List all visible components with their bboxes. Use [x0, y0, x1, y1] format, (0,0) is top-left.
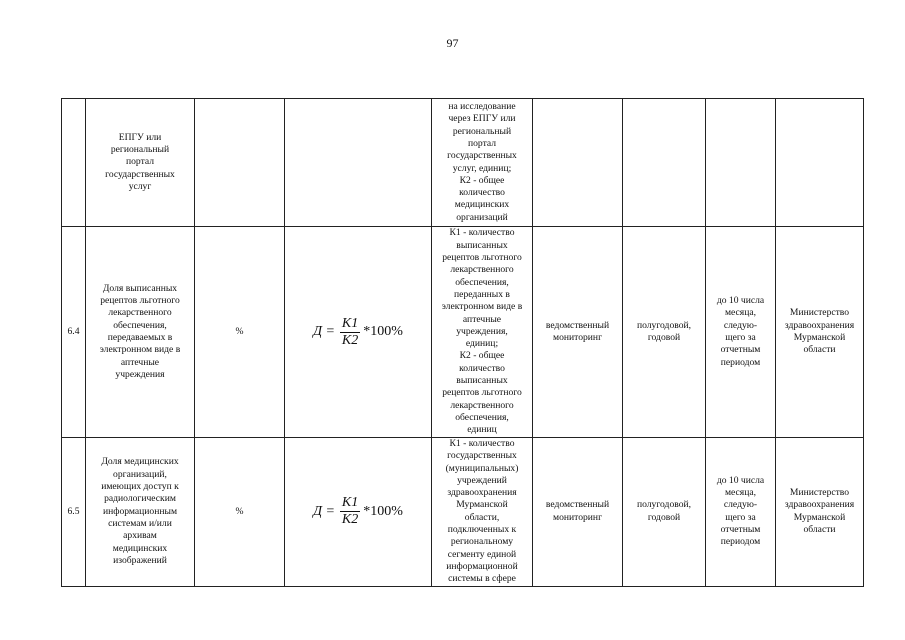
source-cell [533, 99, 623, 227]
variables-cell: К1 - количество государственных (муниципальных) учреждений здравоохранения Мурманской области, подключенных к региональному сегменту единой информационной системы в сфере [432, 438, 533, 587]
row-number [62, 99, 86, 227]
page-number: 97 [446, 36, 459, 50]
formula: Д = $\frac{K1}{K2}$ *100% [313, 495, 403, 528]
table-row [62, 99, 864, 227]
deadline-cell: до 10 числа месяца, следую- щего за отчетным периодом [706, 227, 776, 438]
formula-cell [285, 227, 432, 438]
responsible-cell [776, 99, 864, 227]
unit-cell [195, 99, 285, 227]
row-number: 6.4 [62, 227, 86, 438]
deadline-cell: до 10 числа месяца, следую- щего за отчетным периодом [706, 438, 776, 587]
formula-cell [285, 99, 432, 227]
formula: Д = $\frac{K1}{K2}$ *100% [313, 315, 403, 348]
row-number: 6.5 [62, 438, 86, 587]
indicator-name: Доля медицинских организаций, имеющих доступ к радиологическим информационным системам и/или архивам медицинских изображений [86, 438, 195, 587]
indicator-name: Доля выписанных рецептов льготного лекарственного обеспечения, передаваемых в электронном виде в аптечные учреждения [86, 227, 195, 438]
table-row [62, 438, 864, 587]
unit-cell: % [195, 438, 285, 587]
indicator-table [61, 98, 864, 587]
responsible-cell: Министерство здравоохранения Мурманской области [776, 227, 864, 438]
indicator-name: ЕПГУ или региональный портал государственных услуг [86, 99, 195, 227]
variables-cell: на исследование через ЕПГУ или региональный портал государственных услуг, единиц; К2 - общее количество медицинских организаций [432, 99, 533, 227]
frequency-cell [623, 99, 706, 227]
deadline-cell [706, 99, 776, 227]
variables-cell: К1 - количество выписанных рецептов льготного лекарственного обеспечения, переданных в электронном виде в аптечные учреждения, единиц; К2 - общее количество выписанных рецептов льготного лекарственного обеспечения, единиц [432, 227, 533, 438]
responsible-cell: Министерство здравоохранения Мурманской области [776, 438, 864, 587]
formula-cell [285, 438, 432, 587]
frequency-cell: полугодовой, годовой [623, 438, 706, 587]
source-cell: ведомственный мониторинг [533, 227, 623, 438]
source-cell: ведомственный мониторинг [533, 438, 623, 587]
table-row [62, 227, 864, 438]
unit-cell: % [195, 227, 285, 438]
frequency-cell: полугодовой, годовой [623, 227, 706, 438]
